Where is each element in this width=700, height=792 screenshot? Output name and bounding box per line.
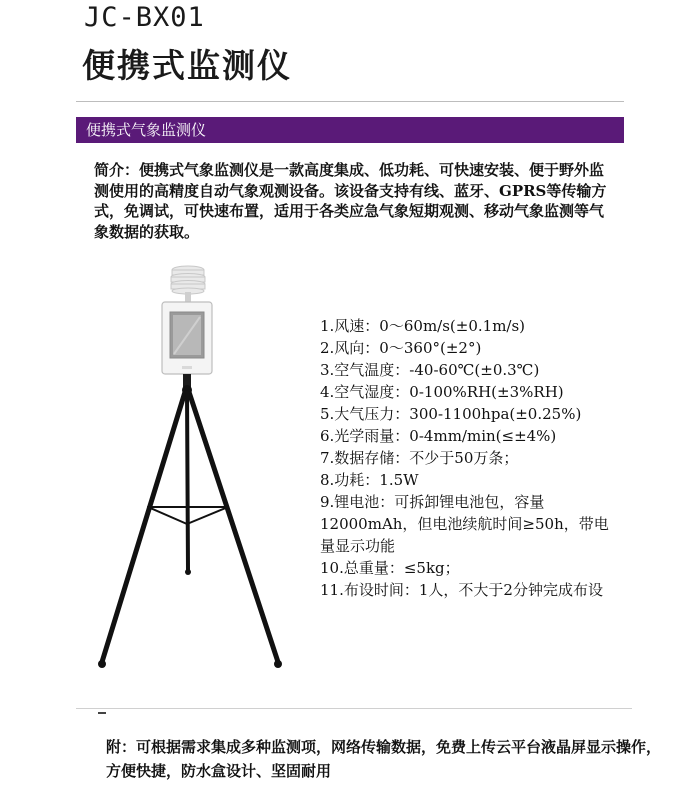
spec-item: 9.锂电池：可拆卸锂电池包，容量12000mAh，但电池续航时间≥50h，带电量显示功能 — [320, 493, 609, 555]
section-banner — [76, 117, 624, 143]
mast-stub — [185, 292, 191, 302]
spec-item: 3.空气温度：-40-60℃(±0.3℃) — [320, 361, 540, 379]
spec-list — [320, 315, 620, 601]
radiation-shield — [171, 266, 205, 294]
bottom-dash-mark — [98, 712, 106, 714]
tripod — [102, 392, 278, 662]
spec-item: 2.风向：0～360°(±2°) — [320, 339, 482, 357]
bottom-divider — [76, 708, 632, 709]
spec-item: 11.布设时间：1人，不大于2分钟完成布设 — [320, 581, 603, 599]
intro-paragraph: 简介：便携式气象监测仪是一款高度集成、低功耗、可快速安装、便于野外监测使用的高精度自动气象观测设备。该设备支持有线、蓝牙、GPRS等传输方式，免调试，可快速布置，适用于各类应急气象短期观测、移动气象监测等气象数据的获取。 — [94, 161, 607, 241]
spec-item: 6.光学雨量：0-4mm/min(≤±4%) — [320, 427, 557, 445]
top-divider — [76, 101, 624, 102]
spec-item: 7.数据存储：不少于50万条； — [320, 449, 519, 467]
product-title: 便携式监测仪 — [82, 46, 292, 85]
model-number: JC-BX01 — [84, 2, 205, 33]
spec-item: 1.风速：0～60m/s(±0.1m/s) — [320, 317, 526, 335]
section-banner-title: 便携式气象监测仪 — [86, 121, 207, 139]
spec-item: 10.总重量：≤5kg； — [320, 559, 460, 577]
enclosure-box — [162, 302, 212, 374]
footer-note: 附：可根据需求集成多种监测项，网络传输数据，免费上传云平台液晶屏显示操作，方便快捷，防水盒设计、坚固耐用 — [106, 738, 662, 780]
spec-item: 4.空气湿度：0-100%RH(±3%RH) — [320, 383, 564, 401]
spec-item: 5.大气压力：300-1100hpa(±0.25%) — [320, 405, 582, 423]
spec-item: 8.功耗：1.5W — [320, 471, 419, 489]
weather-station-image — [90, 262, 290, 682]
